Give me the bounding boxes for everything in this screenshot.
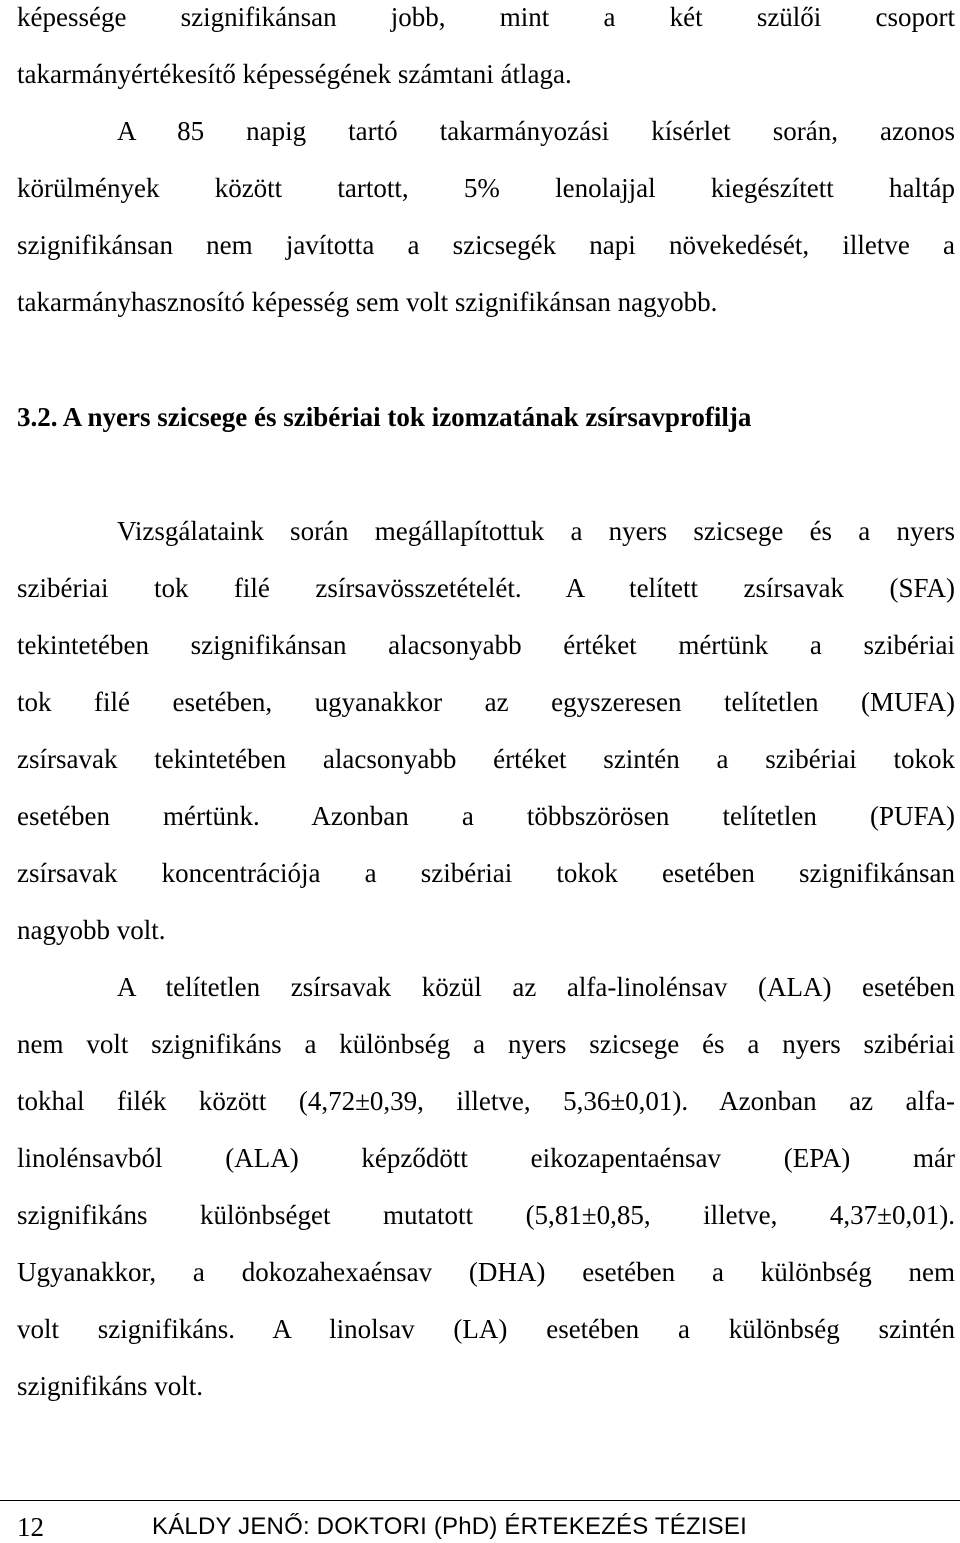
paragraph-line: zsírsavak koncentrációja a szibériai tokok esetében szignifikánsan [17,858,955,888]
paragraph-line: Ugyanakkor, a dokozahexaénsav (DHA) esetében a különbség nem [17,1257,955,1287]
paragraph-line: nagyobb volt. [17,915,166,945]
footer-divider [0,1500,960,1501]
paragraph-line: szignifikáns különbséget mutatott (5,81±0,85, illetve, 4,37±0,01). [17,1200,955,1230]
paragraph-line: linolénsavból (ALA) képződött eikozapentaénsav (EPA) már [17,1143,955,1173]
paragraph-line: képessége szignifikánsan jobb, mint a két szülői csoport [17,2,955,32]
paragraph-line: szignifikánsan nem javította a szicsegék napi növekedését, illetve a [17,230,955,260]
paragraph-line: szibériai tok filé zsírsavösszetételét. A telített zsírsavak (SFA) [17,573,955,603]
paragraph-line: nem volt szignifikáns a különbség a nyers szicsege és a nyers szibériai [17,1029,955,1059]
paragraph-line: takarmányértékesítő képességének számtani átlaga. [17,59,572,89]
paragraph-line: szignifikáns volt. [17,1371,203,1401]
paragraph-line: A telítetlen zsírsavak közül az alfa-linolénsav (ALA) esetében [117,972,955,1002]
paragraph-line: esetében mértünk. Azonban a többszörösen telítetlen (PUFA) [17,801,955,831]
footer-title: KÁLDY JENŐ: DOKTORI (PhD) ÉRTEKEZÉS TÉZISEI [152,1513,747,1540]
paragraph-line: tok filé esetében, ugyanakkor az egyszeresen telítetlen (MUFA) [17,687,955,717]
paragraph-line: A 85 napig tartó takarmányozási kísérlet során, azonos [117,116,955,146]
paragraph-line: volt szignifikáns. A linolsav (LA) esetében a különbség szintén [17,1314,955,1344]
paragraph-line: Vizsgálataink során megállapítottuk a nyers szicsege és a nyers [117,516,955,546]
page-number: 12 [17,1512,44,1542]
paragraph-line: tokhal filék között (4,72±0,39, illetve, 5,36±0,01). Azonban az alfa- [17,1086,955,1116]
paragraph-line: tekintetében szignifikánsan alacsonyabb értéket mértünk a szibériai [17,630,955,660]
paragraph-line: takarmányhasznosító képesség sem volt szignifikánsan nagyobb. [17,287,718,317]
paragraph-line: zsírsavak tekintetében alacsonyabb értéket szintén a szibériai tokok [17,744,955,774]
section-heading: 3.2. A nyers szicsege és szibériai tok izomzatának zsírsavprofilja [17,402,752,432]
paragraph-line: körülmények között tartott, 5% lenolajjal kiegészített haltáp [17,173,955,203]
